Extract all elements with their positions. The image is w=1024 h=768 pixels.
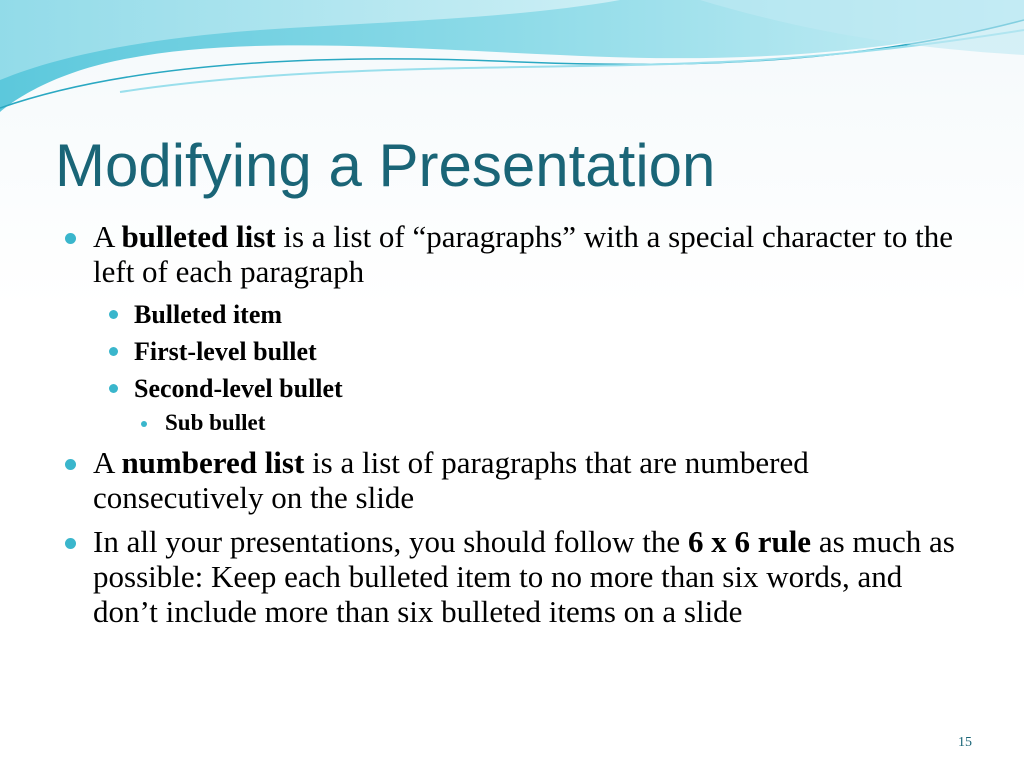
bullet-icon: [109, 310, 118, 319]
bullet-icon: [65, 233, 76, 244]
bullet-item: [60, 219, 960, 289]
sub-bullet-item: [60, 298, 960, 331]
bullet-text-bold: 6 x 6 rule: [687, 524, 812, 559]
bullet-icon: [141, 421, 147, 427]
slide-title: Modifying a Presentation: [55, 132, 716, 199]
sub-bullet-text: Second-level bullet: [134, 374, 343, 403]
page-number: 15: [958, 735, 972, 750]
sub-bullet-item: [60, 335, 960, 368]
bullet-text-suffix: is a list of paragraphs that are numbered consecutively on the slide: [93, 445, 809, 515]
bullet-text-bold: bulleted list: [121, 219, 276, 254]
sub-bullet-text: Bulleted item: [134, 300, 283, 329]
bullet-list: [60, 219, 960, 638]
decorative-wave-header: [0, 0, 1024, 130]
sub-sub-bullet-text: Sub bullet: [165, 410, 266, 435]
bullet-item: [60, 445, 960, 515]
sub-bullet-item: [60, 372, 960, 405]
bullet-text-prefix: A: [93, 445, 122, 480]
bullet-text-suffix: is a list of “paragraphs” with a special character to the left of each paragraph: [93, 219, 953, 289]
sub-sub-bullet-item: [60, 409, 960, 437]
bullet-text-suffix: as much as possible: Keep each bulleted item to no more than six words, and don’t include more than six bulleted items on a slide: [93, 524, 955, 629]
bullet-icon: [109, 347, 118, 356]
bullet-text-prefix: In all your presentations, you should follow the: [93, 524, 688, 559]
bullet-item: [60, 524, 960, 629]
bullet-icon: [109, 384, 118, 393]
bullet-icon: [65, 459, 76, 470]
bullet-text-prefix: A: [93, 219, 122, 254]
bullet-icon: [65, 538, 76, 549]
bullet-text-bold: numbered list: [121, 445, 305, 480]
sub-bullet-text: First-level bullet: [134, 337, 317, 366]
